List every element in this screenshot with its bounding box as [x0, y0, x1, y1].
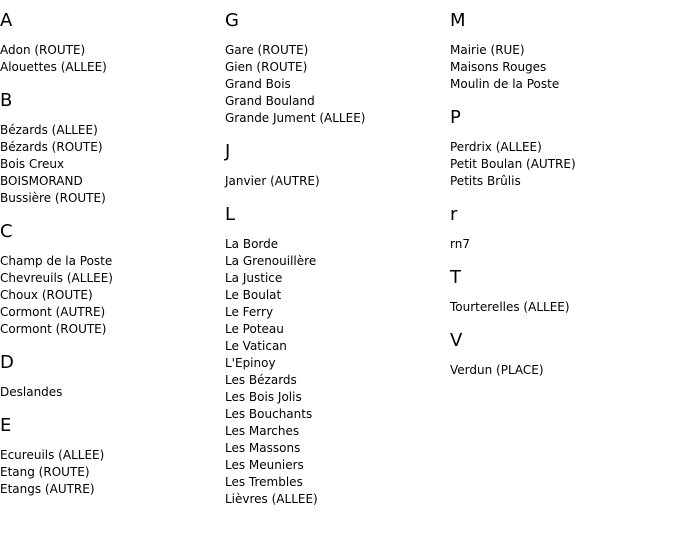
letter-heading: C [0, 221, 13, 242]
street-link[interactable]: Le Poteau [225, 322, 284, 336]
street-link[interactable]: Le Boulat [225, 288, 282, 302]
street-link[interactable]: La Grenouillère [225, 254, 317, 268]
street-link[interactable]: Janvier (AUTRE) [225, 174, 320, 188]
street-link[interactable]: Les Meuniers [225, 458, 304, 472]
street-link[interactable]: Tourterelles (ALLEE) [450, 300, 570, 314]
street-link[interactable]: Etang (ROUTE) [0, 465, 90, 479]
street-link[interactable]: Grand Bouland [225, 94, 315, 108]
letter-heading: J [225, 141, 231, 162]
index-column-1 [0, 10, 220, 512]
street-link[interactable]: rn7 [450, 237, 470, 251]
street-link[interactable]: Petits Brûlis [450, 174, 521, 188]
street-link[interactable]: Les Massons [225, 441, 301, 455]
street-link[interactable]: La Borde [225, 237, 279, 251]
letter-heading: V [450, 330, 463, 351]
street-link[interactable]: Le Ferry [225, 305, 274, 319]
letter-group-m [450, 10, 670, 93]
street-list [0, 384, 220, 401]
street-link[interactable]: Les Bois Jolis [225, 390, 302, 404]
street-link[interactable]: Grande Jument (ALLEE) [225, 111, 366, 125]
letter-heading: D [0, 352, 14, 373]
street-link[interactable]: Verdun (PLACE) [450, 363, 544, 377]
street-link[interactable]: Perdrix (ALLEE) [450, 140, 542, 154]
letter-group-b [0, 90, 220, 207]
street-link[interactable]: Grand Bois [225, 77, 291, 91]
street-list [0, 253, 220, 338]
street-list [225, 236, 445, 508]
letter-heading: r [450, 204, 458, 225]
street-link[interactable]: Adon (ROUTE) [0, 43, 86, 57]
letter-group-d [0, 352, 220, 401]
letter-heading: G [225, 10, 239, 31]
street-link[interactable]: Etangs (AUTRE) [0, 482, 95, 496]
street-link[interactable]: Bois Creux [0, 157, 65, 171]
street-link[interactable]: Les Trembles [225, 475, 303, 489]
letter-group-v [450, 330, 670, 379]
street-list [450, 139, 670, 190]
street-link[interactable]: Petit Boulan (AUTRE) [450, 157, 576, 171]
street-link[interactable]: La Justice [225, 271, 283, 285]
street-link[interactable]: Les Bouchants [225, 407, 313, 421]
street-list [0, 42, 220, 76]
street-link[interactable]: Cormont (ROUTE) [0, 322, 107, 336]
street-list [450, 236, 670, 253]
street-link[interactable]: Ecureuils (ALLEE) [0, 448, 105, 462]
letter-group-e [0, 415, 220, 498]
street-link[interactable]: Mairie (RUE) [450, 43, 525, 57]
street-link[interactable]: Bézards (ALLEE) [0, 123, 98, 137]
letter-heading: P [450, 107, 461, 128]
street-list [450, 299, 670, 316]
street-link[interactable]: Deslandes [0, 385, 63, 399]
index-column-2 [225, 10, 445, 522]
letter-group-p [450, 107, 670, 190]
street-link[interactable]: Choux (ROUTE) [0, 288, 93, 302]
street-link[interactable]: Gien (ROUTE) [225, 60, 308, 74]
street-link[interactable]: Cormont (AUTRE) [0, 305, 106, 319]
street-link[interactable]: Chevreuils (ALLEE) [0, 271, 113, 285]
street-link[interactable]: Bussière (ROUTE) [0, 191, 106, 205]
letter-heading: T [450, 267, 461, 288]
letter-heading: B [0, 90, 13, 111]
street-list [225, 173, 445, 190]
letter-group-g [225, 10, 445, 127]
letter-group-c [0, 221, 220, 338]
letter-heading: M [450, 10, 466, 31]
street-link[interactable]: Moulin de la Poste [450, 77, 560, 91]
street-link[interactable]: Champ de la Poste [0, 254, 113, 268]
street-list [225, 42, 445, 127]
letter-group-r [450, 204, 670, 253]
letter-heading: L [225, 204, 236, 225]
letter-group-a [0, 10, 220, 76]
street-list [450, 42, 670, 93]
street-link[interactable]: Maisons Rouges [450, 60, 547, 74]
street-link[interactable]: Gare (ROUTE) [225, 43, 309, 57]
letter-heading: E [0, 415, 12, 436]
street-link[interactable]: Bézards (ROUTE) [0, 140, 103, 154]
street-list [450, 362, 670, 379]
letter-heading: A [0, 10, 13, 31]
index-column-3 [450, 10, 670, 393]
letter-group-t [450, 267, 670, 316]
street-list [0, 447, 220, 498]
street-list [0, 122, 220, 207]
street-link[interactable]: Les Marches [225, 424, 300, 438]
street-link[interactable]: BOISMORAND [0, 174, 83, 188]
street-link[interactable]: Les Bézards [225, 373, 297, 387]
street-link[interactable]: L'Epinoy [225, 356, 276, 370]
letter-group-l [225, 204, 445, 508]
letter-group-j [225, 141, 445, 190]
street-link[interactable]: Alouettes (ALLEE) [0, 60, 107, 74]
street-link[interactable]: Lièvres (ALLEE) [225, 492, 318, 506]
street-link[interactable]: Le Vatican [225, 339, 287, 353]
